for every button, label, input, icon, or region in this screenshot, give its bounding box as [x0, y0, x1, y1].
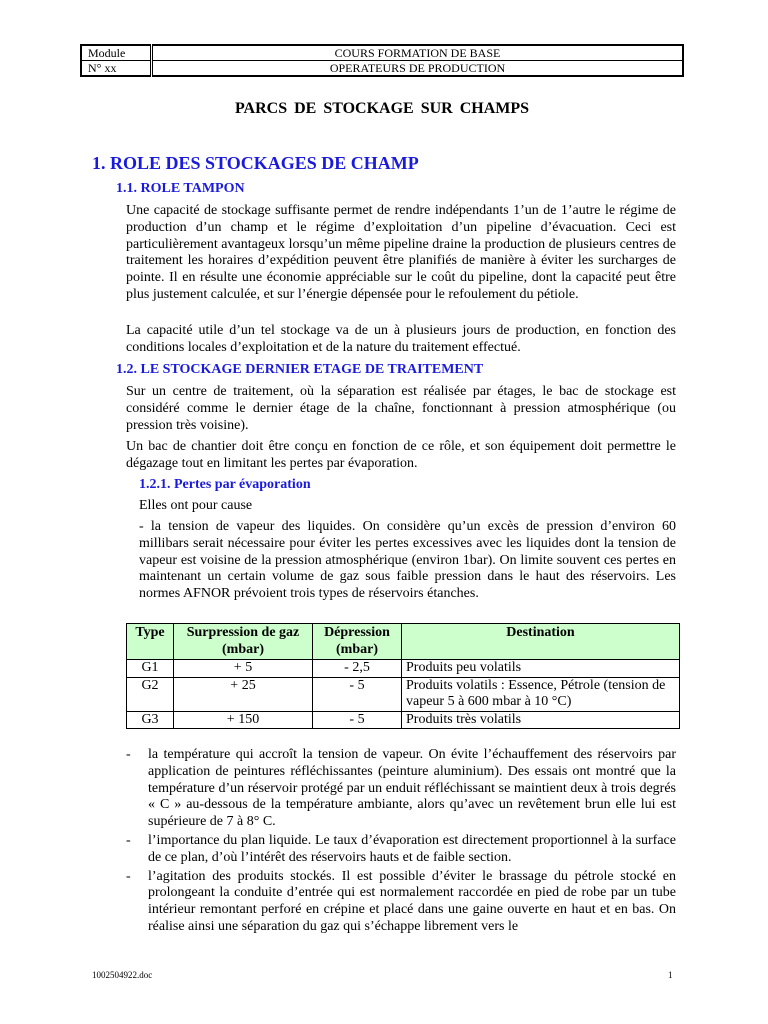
header-audience: OPERATEURS DE PRODUCTION [152, 61, 684, 77]
table-header-type: Type [127, 624, 174, 660]
section-1-2-heading: 1.2. LE STOCKAGE DERNIER ETAGE DE TRAITEMENT [116, 362, 484, 377]
evaporation-causes-list [126, 747, 676, 938]
list-item [126, 833, 676, 867]
page-title: PARCS DE STOCKAGE SUR CHAMPS [234, 100, 530, 117]
table-row [127, 711, 680, 729]
section-1-2-1-heading: 1.2.1. Pertes par évaporation [139, 477, 311, 492]
table-cell-destination: Produits très volatils [402, 711, 680, 729]
section-1-1-paragraph-2: La capacité utile d’un tel stockage va de un à plusieurs jours de production, en fonction des conditions locales d’exploitation et de la nature du traitement effectué. [126, 323, 676, 355]
list-item-text: l’agitation des produits stockés. Il est possible d’éviter le brassage du pétrole stocké en prolongeant la conduite d’entrée qui est normalement raccordée en pied de robe par un tube intérieur remontant perforé en crépine et placé dans une gaine ouverte en haut et en bas. On réalise ainsi une séparation du gaz qui s’échappe librement vers le [148, 868, 676, 934]
section-1-2-1-intro: Elles ont pour cause [139, 498, 253, 513]
table-header-overpressure: Surpression de gaz (mbar) [174, 624, 313, 660]
header-row-module [81, 45, 683, 61]
header-row-number [81, 61, 683, 77]
table-cell-overpressure: + 5 [174, 660, 313, 678]
table-cell-destination: Produits peu volatils [402, 660, 680, 678]
table-cell-depression: - 5 [313, 711, 402, 729]
table-header-depression: Dépression (mbar) [313, 624, 402, 660]
document-header-table [80, 44, 684, 77]
header-label-number: N° xx [81, 61, 152, 77]
table-cell-type: G1 [127, 660, 174, 678]
header-label-module: Module [81, 45, 152, 61]
footer-page-number: 1 [668, 970, 673, 980]
footer-filename: 1002504922.doc [92, 970, 153, 980]
table-cell-overpressure: + 25 [174, 677, 313, 711]
section-1-1-paragraph-1: Une capacité de stockage suffisante permet de rendre indépendants 1’un de 1’autre le régime de production d’un champ et le régime d’exploitation d’un pipeline d’évacuation. Ceci est particulièrement avantageux lorsqu’un même pipeline draine la production de plusieurs centres de traitement les horaires d’expédition peuvent être planifiés de manière à éviter les surcharges de pointe. Il en résulte une économie appréciable sur le coût du pipeline, dont la capacité peut être plus justement calculée, et sur l’énergie dépensée pour le refoulement du pétiole. [126, 203, 676, 302]
header-course-title: COURS FORMATION DE BASE [152, 45, 684, 61]
section-1-2-paragraph-1: Sur un centre de traitement, où la séparation est réalisée par étages, le bac de stockage est considéré comme le dernier étage de la chaîne, fonctionnant à pression atmosphérique (ou pression très voisine). [126, 384, 676, 433]
table-header-destination: Destination [402, 624, 680, 660]
section-1-2-1-paragraph: - la tension de vapeur des liquides. On considère qu’un excès de pression d’environ 60 millibars serait nécessaire pour éviter les pertes excessives avec les liquides dont la tension de vapeur est voisine de la pression atmosphérique (environ 1bar). On limite souvent ces pertes en maintenant un certain volume de gaz sous faible pression dans le haut des réservoirs. Les normes AFNOR prévoient trois types de réservoirs étanches. [139, 519, 676, 602]
section-1-heading: 1. ROLE DES STOCKAGES DE CHAMP [92, 153, 419, 173]
list-item-text: l’importance du plan liquide. Le taux d’évaporation est directement proportionnel à la surface de ce plan, d’où l’intérêt des réservoirs hauts et de faible section. [148, 832, 676, 865]
bullet-marker: - [126, 832, 131, 848]
list-item [126, 747, 676, 831]
section-1-1-heading: 1.1. ROLE TAMPON [116, 181, 245, 196]
table-cell-depression: - 2,5 [313, 660, 402, 678]
list-item [126, 869, 676, 936]
table-cell-overpressure: + 150 [174, 711, 313, 729]
table-row [127, 660, 680, 678]
table-header-row [127, 624, 680, 660]
table-cell-depression: - 5 [313, 677, 402, 711]
section-1-2-paragraph-2: Un bac de chantier doit être conçu en fonction de ce rôle, et son équipement doit permettre le dégazage tout en limitant les pertes par évaporation. [126, 439, 676, 471]
table-cell-destination: Produits volatils : Essence, Pétrole (tension de vapeur 5 à 600 mbar à 10 °C) [402, 677, 680, 711]
table-cell-type: G3 [127, 711, 174, 729]
tank-types-table [126, 623, 680, 729]
bullet-marker: - [126, 747, 131, 762]
bullet-marker: - [126, 868, 131, 884]
list-item-text: la température qui accroît la tension de vapeur. On évite l’échauffement des réservoirs par application de peintures réfléchissantes (peinture aluminium). Des essais ont montré que la température d’un réservoir protégé par un enduit réfléchissant se maintient deux à trois degrés « C » au-dessous de la température ambiante, alors qu’avec un revêtement brun elle lui est supérieure de 7 à 8° C. [148, 747, 676, 830]
table-row [127, 677, 680, 711]
table-cell-type: G2 [127, 677, 174, 711]
